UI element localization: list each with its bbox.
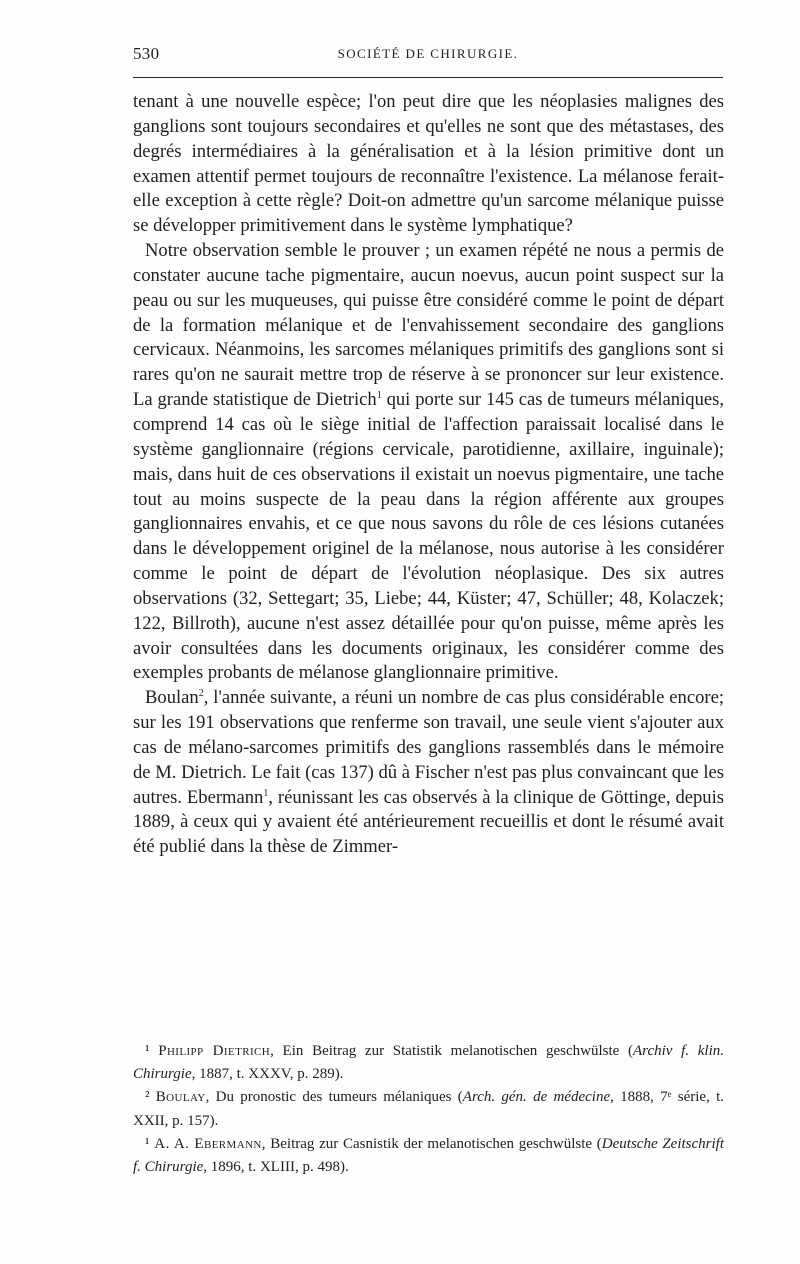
footnote-citation: , 1887, t. XXXV, p. 289).: [191, 1066, 344, 1083]
paragraph-3-text-c: , réunissant les cas observés à la clinique de Göttinge, depuis 1889, à ceux qui y avaient été antérieurement recueillis et dont le résumé avait été publié dans la thèse de Zimmer-: [133, 786, 725, 858]
footnote-mark: ²: [145, 1089, 150, 1106]
paragraph-2: [133, 239, 724, 686]
paragraph-3-text-a: Boulan: [145, 687, 199, 709]
footnote-author: Boulay: [155, 1089, 206, 1106]
page-header: [133, 44, 723, 74]
footnote-author: Philipp Dietrich: [158, 1043, 271, 1059]
footnote-journal: Arch. gén. de médecine: [462, 1089, 611, 1106]
footnotes: [133, 1040, 724, 1179]
paragraph-2-text-a: Notre observation semble le prouver ; un examen répété ne nous a permis de constater aucune tache pigmentaire, aucun noevus, aucun point suspect sur la peau ou sur les muqueuses, qui puisse être considéré comme le point de départ de la formation mélanique et de l'envahissement secondaire des ganglions cervicaux. Néanmoins, les sarcomes mélaniques primitifs des ganglions sont si rares qu'on ne saurait mettre trop de réserve à se prononcer sur leur existence. La grande statistique de Dietrich: [133, 240, 724, 411]
paragraph-3: [133, 686, 724, 860]
footnote-mark: ¹: [145, 1135, 150, 1152]
footnote-citation: , 1888, 7ᵉ série, t. XXII, p. 157).: [133, 1089, 725, 1129]
footnote-mark: ¹: [145, 1043, 150, 1059]
footnote-1: [133, 1040, 724, 1086]
footnote-author: A. A. Ebermann: [154, 1135, 262, 1152]
paragraph-3-text-b: , l'année suivante, a réuni un nombre de cas plus considérable encore; sur les 191 observations que renferme son travail, une seule vient s'ajouter aux cas de mélano-sarcomes primitifs des ganglions rassemblés dans le mémoire de M. Dietrich. Le fait (cas 137) dû à Fischer n'est pas plus convaincant que les autres. Ebermann: [133, 687, 724, 808]
header-rule: [133, 77, 723, 78]
footnote-text: , Ein Beitrag zur Statistik melanotischen geschwülste (: [270, 1043, 634, 1059]
footnote-text: , Beitrag zur Casnistik der melanotischen geschwülste (: [261, 1135, 602, 1152]
page-number: 530: [133, 44, 160, 63]
paragraph-1: tenant à une nouvelle espèce; l'on peut dire que les néoplasies malignes des ganglions sont toujours secondaires et qu'elles ne sont que des métastases, des degrés intermédiaires à la généralisation et à la lésion primitive dont un examen attentif permet toujours de reconnaître l'existence. La mélanose ferait-elle exception à cette règle? Doit-on admettre qu'un sarcome mélanique puisse se développer primitivement dans le système lymphatique?: [133, 91, 724, 237]
footnote-text: , Du pronostic des tumeurs mélaniques (: [205, 1089, 463, 1106]
footnote-ref-1: 1: [376, 390, 382, 402]
footnote-citation: , 1896, t. XLIII, p. 498).: [203, 1159, 349, 1176]
footnote-3: [133, 1133, 724, 1179]
footnote-2: [133, 1086, 724, 1132]
running-title: SOCIÉTÉ DE CHIRURGIE.: [337, 46, 519, 61]
footnote-journal: Deutsche Zeitschrift f. Chirurgie: [133, 1135, 724, 1176]
footnote-journal: Archiv f. klin. Chirurgie: [133, 1043, 725, 1083]
footnote-ref-2: 2: [198, 688, 204, 700]
footnote-ref-3: 1: [263, 787, 269, 799]
paragraph-2-text-b: qui porte sur 145 cas de tumeurs mélaniques, comprend 14 cas où le siège initial de l'affection paraissait localisé dans le système ganglionnaire (régions cervicale, parotidienne, axillaire, inguinale); mais, dans huit de ces observations il existait un noevus pigmentaire, une tache tout au moins suspecte de la peau dans la région afférente aux groupes ganglionnaires envahis, et ce que nous savons du rôle de ces lésions cutanées dans le développement originel de la mélanose, nous autorise à les considérer comme le point de départ de l'évolution néoplasique. Des six autres observations (32, Settegart; 35, Liebe; 44, Küster; 47, Schüller; 48, Kolaczek; 122, Billroth), aucune n'est assez détaillée pour qu'on puisse, même après les avoir consultées dans les documents originaux, les considérer comme des exemples probants de mélanose glanglionnaire primitive.: [133, 389, 724, 684]
main-text: [133, 90, 724, 860]
